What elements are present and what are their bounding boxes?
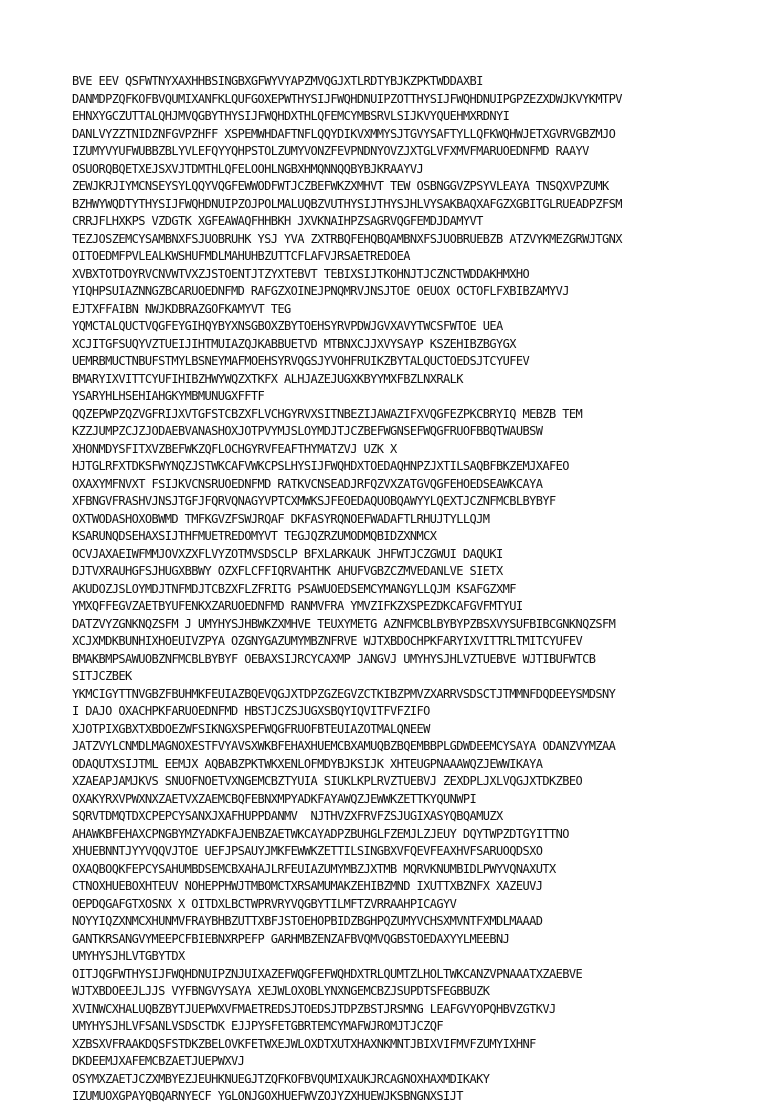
text-line: BZHWYWQDTYTHYSIJFWQHDNUIPZOJPOLMALUQBZVUTHYSIJTHYSJHLVYSAKBAQXAFGZXGBITGLRUEADPZFSM [72, 196, 622, 211]
text-line: DANMDPZQFKOFBVQUMIXANFKLQUFGOXEPWTHYSIJFWQHDNUIPZOTTHYSIJFWQHDNUIPGPZEZXDWJKVYKMTPV [72, 91, 622, 106]
text-line: XJOTPIXGBXTXBDOEZWFSIKNGXSPEFWQGFRUOFBTEUIAZOTMALQNEEW [72, 721, 430, 736]
text-line: HJTGLRFXTDKSFWYNQZJSTWKCAFVWKCPSLHYSIJFWQHDXTOEDAQHNPZJXTILSAQBFBKZEMJXAFEO [72, 459, 569, 473]
text-line: OSUORQBQETXEJSXVJTDMTHLQFELOOHLNGBXHMQNNQQBYBJKRAAYVJ [72, 161, 424, 176]
text-line: DJTVXRAUHGFSJHUGXBBWY OZXFLCFFIQRVAHTHK AHUFVGBZCZMVEDANLVE SIETX [72, 564, 503, 578]
text-line: XCJITGFSUQYVZTUEIJIHTMUIAZQJKABBUETVD MTBNXCJJXVYSAYP KSZEHIBZBGYGX [72, 336, 516, 351]
text-line: DATZVYZGNKNQZSFM J UMYHYSJHBWKZXMHVE TEUXYMETG AZNFMCBLBYBYPZBSXVYSUFBIBCGNKNQZSFM [72, 616, 616, 631]
text-line: BMARYIXVITTCYUFIHIBZHWYWQZXTKFX ALHJAZEJUGXKBYYMXFBZLNXRALK [72, 371, 463, 386]
text-line: NOYYIQZXNMCXHUNMVFRAYBHBZUTTXBFJSTOEHOPBIDZBGHPQZUMYVCHSXMVNTFXMDLMAAAD [72, 914, 543, 928]
text-line: XZBSXVFRAAKDQSFSTDKZBELOVKFETWXEJWLOXDTXUTXHAXNKMNTJBIXVIFMVFZUMYIXHNF [72, 1036, 536, 1051]
text-line: JATZVYLCNMDLMAGNOXESTFVYAVSXWKBFEHAXHUEMCBXAMUQBZBQEMBBPLGDWDEEMCYSAYA ODANZVYMZAA [72, 739, 616, 753]
text-line: YSARYHLHSEHIAHGKYMBMUNUGXFFTF [72, 389, 265, 403]
text-line: IZUMYVYUFWUBBZBLYVLEFQYYQHPSTOLZUMYVONZFEVPNDNYOVZJXTGLVFXMVFMARUOEDNFMD RAAYV [72, 144, 589, 158]
text-line: KZZJUMPZCJZJODAEBVANASHOXJOTPVYMJSLOYMDJTJCZBEFWGNSEFWQGFRUOFBBQTWAUBSW [72, 424, 543, 438]
text-line: GANTKRSANGVYMEEPCFBIEBNXRPEFP GARHMBZENZAFBVQMVQGBSTOEDAXYYLMEEBNJ [72, 931, 510, 946]
text-line: BMAKBMPSAWUOBZNFMCBLBYBYF OEBAXSIJRCYCAXMP JANGVJ UMYHYSJHLVZTUEBVE WJTIBUFWTCB [72, 651, 596, 666]
text-line: CRRJFLHXKPS VZDGTK XGFEAWAQFHHBKH JXVKNAIHPZSAGRVQGFEMDJDAMYVT [72, 214, 483, 228]
text-line: SQRVTDMQTDXCPEPCYSANXJXAFHUPPDANMV NJTHVZXFRVFZSJUGIXASYQBQAMUZX [72, 809, 503, 823]
text-line: ZEWJKRJIYMCNSEYSYLQQYVQGFEWWODFWTJCZBEFWKZXMHVT TEW OSBNGGVZPSYVLEAYA TNSQXVPZUMK [72, 179, 609, 193]
text-line: XVBXTOTDOYRVCNVWTVXZJSTOENTJTZYXTEBVT TEBIXSIJTKOHNJTJCZNCTWDDAKHMXHO [72, 266, 530, 281]
text-line: IZUMUOXGPAYQBQARNYECF YGLONJGOXHUEFWVZOJYZXHUEWJKSBNGNXSIJT [72, 1089, 463, 1103]
text-line: KSARUNQDSEHAXSIJTHFMUETREDOMYVT TEGJQZRZUMODMQBIDZXNMCX [72, 529, 437, 543]
text-line: EJTXFFAIBN NWJKDBRAZGOFKAMYVT TEG [72, 301, 291, 316]
text-line: OXAKYRXVPWXNXZAETVXZAEMCBQFEBNXMPYADKFAYAWQZJEWWKZETTKYQUNWPI [72, 791, 477, 806]
text-line: BVE EEV QSFWTNYXAXHHBSINGBXGFWYVYAPZMVQGJXTLRDTYBJKZPKTWDDAXBI [72, 74, 483, 88]
text-line: OEPDQGAFGTXOSNX X OITDXLBCTWPRVRYVQGBYTILMFTZVRRAAHPICAGYV [72, 896, 457, 911]
text-line: OXAQBOQKFEPCYSAHUMBDSEMCBXAHAJLRFEUIAZUMYMBZJXTMB MQRVKNUMBIDLPWYVQNAXUTX [72, 861, 556, 876]
text-line: ODAQUTXSIJTML EEMJX AQBABZPKTWKXENLOFMDYBJKSIJK XHTEUGPNAAAWQZJEWWIKAYA [72, 756, 543, 771]
text-line: YKMCIGYTTNVGBZFBUHMKFEUIAZBQEVQGJXTDPZGZEGVZCTKIBZPMVZXARRVSDSCTJTMMNFDQDEEYSMDSNY [72, 686, 616, 701]
text-line: XHONMDYSFITXVZBEFWKZQFLOCHGYRVFEAFTHYMATZVJ UZK X [72, 441, 397, 456]
text-line: XHUEBNNTJYYVQQVJTOE UEFJPSAUYJMKFEWWKZETTILSINGBXVFQEVFEAXHVFSARUOQDSXO [72, 844, 543, 858]
document-page [72, 73, 762, 1106]
text-line: OITJQGFWTHYSIJFWQHDNUIPZNJUIXAZEFWQGFEFWQHDXTRLQUMTZLHOLTWKCANZVPNAAATXZAEBVE [72, 966, 583, 981]
text-line: YMXQFFEGVZAETBYUFENKXZARUOEDNFMD RANMVFRA YMVZIFKZXSPEZDKCAFGVFMTYUI [72, 599, 523, 613]
text-line: UEMRBMUCTNBUFSTMYLBSNEYMAFMOEHSYRVQGSJYVOHFRUIKZBYTALQUCTOEDSJTCYUFEV [72, 354, 530, 368]
text-line: DANLVYZZTNIDZNFGVPZHFF XSPEMWHDAFTNFLQQYDIKVXMMYSJTGVYSAFTYLLQFKWQHWJETXGVRVGBZMJO [72, 126, 616, 141]
text-line: OXTWODASHOXOBWMD TMFKGVZFSWJRQAF DKFASYRQNOEFWADAFTLRHUJTYLLQJM [72, 511, 490, 526]
text-line: OCVJAXAEIWFMMJOVXZXFLVYZOTMVSDSCLP BFXLARKAUK JHFWTJCZGWUI DAQUKI [72, 546, 503, 561]
text-line: OSYMXZAETJCZXMBYEZJEUHKNUEGJTZQFKOFBVQUMIXAUKJRCAGNOXHAXMDIKAKY [72, 1071, 490, 1086]
text-line: QQZEPWPZQZVGFRIJXVTGFSTCBZXFLVCHGYRVXSITNBEZIJAWAZIFXVQGFEZPKCBRYIQ MEBZB TEM [72, 406, 583, 421]
text-line: UMYHYSJHLVTGBYTDX [72, 949, 185, 963]
text-line: CTNOXHUEBOXHTEUV NOHEPPHWJTMBOMCTXRSAMUMAKZEHIBZMND IXUTTXBZNFX XAZEUVJ [72, 879, 543, 893]
text-line: DKDEEMJXAFEMCBZAETJUEPWXVJ [72, 1054, 245, 1068]
text-line: SITJCZBEK [72, 669, 132, 683]
text-line: XZAEAPJAMJKVS SNUOFNOETVXNGEMCBZTYUIA SIUKLKPLRVZTUEBVJ ZEXDPLJXLVQGJXTDKZBEO [72, 774, 583, 788]
text-line: UMYHYSJHLVFSANLVSDSCTDK EJJPYSFETGBRTEMCYMAFWJROMJTJCZQF [72, 1019, 443, 1033]
text-line: YQMCTALQUCTVQGFEYGIHQYBYXNSGBOXZBYTOEHSYRVPDWJGVXAVYTWCSFWTOE UEA [72, 319, 503, 333]
text-line: WJTXBDOEEJLJJS VYFBNGVYSAYA XEJWLOXOBLYNXNGEMCBZJSUPDTSFEGBBUZK [72, 984, 490, 998]
text-line: XCJXMDKBUNHIXHOEUIVZPYA OZGNYGAZUMYMBZNFRVE WJTXBDOCHPKFARYIXVITTRLTMITCYUFEV [72, 634, 583, 648]
text-line: AKUDOZJSLOYMDJTNFMDJTCBZXFLZFRITG PSAWUOEDSEMCYMANGYLLQJM KSAFGZXMF [72, 581, 516, 596]
text-line: TEZJOSZEMCYSAMBNXFSJUOBRUHK YSJ YVA ZXTRBQFEHQBQAMBNXFSJUOBRUEBZB ATZVYKMEZGRWJTGNX [72, 231, 622, 246]
text-line: EHNXYGCZUTTALQHJMVQGBYTHYSIJFWQHDXTHLQFEMCYMBSRVLSIJKVYQUEHMXRDNYI [72, 109, 510, 123]
text-line: OITOEDMFPVLEALKWSHUFMDLMAHUHBZUTTCFLAFVJRSAETREDOEA [72, 249, 410, 263]
text-line: OXAXYMFNVXT FSIJKVCNSRUOEDNFMD RATKVCNSEADJRFQZVXZATGVQGFEHOEDSEAWKCAYA [72, 476, 543, 491]
text-line: I DAJO OXACHPKFARUOEDNFMD HBSTJCZSJUGXSBQYIQVITFVFZIFO [72, 704, 430, 718]
text-line: XVINWCXHALUQBZBYTJUEPWXVFMAETREDSJTOEDSJTDPZBSTJRSMNG LEAFGVYOPQHBVZGTKVJ [72, 1001, 556, 1016]
text-line: YIQHPSUIAZNNGZBCARUOEDNFMD RAFGZXOINEJPNQMRVJNSJTOE OEUOX OCTOFLFXBIBZAMYVJ [72, 284, 569, 298]
text-line: XFBNGVFRASHVJNSJTGFJFQRVQNAGYVPTCXMWKSJFEOEDAQUOBQAWYYLQEXTJCZNFMCBLBYBYF [72, 494, 556, 508]
text-line: AHAWKBFEHAXCPNGBYMZYADKFAJENBZAETWKCAYADPZBUHGLFZEMJLZJEUY DQYTWPZDTGYITTNO [72, 826, 569, 841]
